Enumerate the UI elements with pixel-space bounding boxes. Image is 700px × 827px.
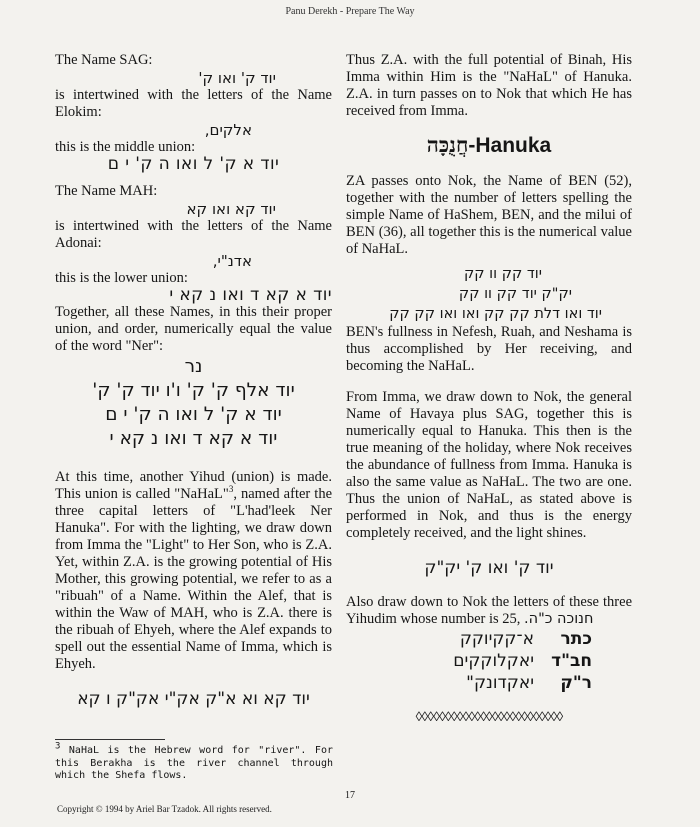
yihud-row <box>346 650 632 672</box>
ner-hebrew: נר <box>184 356 203 377</box>
imma-paragraph: From Imma, we draw down to Nok, the general Name of Havaya plus SAG, together this is numerically equal to Hanuka. This then is the true meaning of the holiday, where Nok receives the abundance of fullness from Imma. Hanuka is also the same value as NaHaL. The two are one. Thus the union of NaHaL, as stated above is performed in Nok, and thus is the energy completely received, and the light shines. <box>346 389 632 541</box>
yihud-sefira: חב"ד <box>551 651 592 671</box>
yihud-text-cont: , named after the three capital letters of "L'had'leek Ner Hanuka". For with the lighting, we draw down from Imma the "Light" to Her Son, who is Z.A. Yet, within Z.A. is the growing potential of His Mother, this growing potential, we refer to as a "ribuah" of a Name. Within the Alef, that is within the Waw of MAH, who is Z.A. there is the ribuah of Ehyeh, where the Alef expands to spell out the essential Name of Imma, which is Ehyeh. <box>55 486 333 672</box>
sag-hebrew: יוד ק' ואו ק' <box>198 69 276 87</box>
right-column <box>346 52 632 725</box>
title-hebrew: חֲנֻכָּה <box>426 132 469 157</box>
footnote-text: NaHaL is the Hebrew word for "river". For this Berakha is the river channel through which the Shefa flows. <box>55 745 333 781</box>
za-paragraph: ZA passes onto Nok, the Name of BEN (52), together with the number of letters spelling the simple Name of HaShem, BEN, and the milui of BEN (36), all together this is the numerical value of NaHaL. <box>346 173 632 257</box>
yihudim-list <box>346 628 632 694</box>
copyright-notice: Copyright © 1994 by Ariel Bar Tzadok. All rights reserved. <box>57 804 272 814</box>
yihud-sefira: כתר <box>560 629 592 649</box>
mah-text: is intertwined with the letters of the Name Adonai: <box>55 218 332 251</box>
fullness-paragraph: BEN's fullness in Nefesh, Ruah, and Neshama is thus accomplished by Her receiving, and becoming the NaHaL. <box>346 324 632 374</box>
mah-intro: The Name MAH: <box>55 183 158 199</box>
footnote-rule <box>55 739 165 740</box>
left-column <box>55 52 332 711</box>
three-yihudim-paragraph <box>346 594 632 628</box>
yihud-name: יאקלוקקים <box>453 651 534 671</box>
ben-line-1: יוד קק וו קק <box>464 266 542 282</box>
ner-union-line-1: יוד אלף ק' ק' ו'ו יוד ק' ק' <box>92 380 295 401</box>
footnote-ref[interactable]: 3 <box>228 484 234 495</box>
sag-text: is intertwined with the letters of the Name Elokim: <box>55 87 332 120</box>
yihud-name: יאקדונק" <box>466 673 534 693</box>
lower-union-label: this is the lower union: <box>55 270 188 286</box>
yihud-sefira: ר"ק <box>560 673 592 693</box>
havaya-hebrew: יוד ק' ואו ק' יק"ק <box>424 558 554 578</box>
intro-paragraph: Thus Z.A. with the full potential of Binah, His Imma within Him is the "NaHaL" of Hanuka. Z.A. in turn passes on to Nok that which He has received from Imma. <box>346 52 632 119</box>
sag-intro: The Name SAG: <box>55 52 153 68</box>
page-number: 17 <box>345 790 355 801</box>
yihud-text: At this time, another Yihud (union) is made. This union is called "NaHaL" <box>55 469 332 502</box>
footnote <box>55 741 333 783</box>
yihud-name: א־קקיוקק <box>459 629 534 649</box>
ben-line-3: יוד ואו דלת קק קק ואו ואו קק קק <box>389 306 602 322</box>
footnote-number: 3 <box>55 741 61 752</box>
together-text: Together, all these Names, in this their proper union, and order, numerically equal the value of the word "Ner": <box>55 304 332 354</box>
ner-union-line-2: יוד א ק' ל ואו ה ק' י ם <box>105 404 282 425</box>
middle-union-hebrew: יוד א ק' ל ואו ה ק' י ם <box>107 154 280 174</box>
yihud-row <box>346 672 632 694</box>
three-yihudim-hebrew: חנוכה כ"ה. <box>524 611 594 627</box>
mah-hebrew: יוד קא ואו קא <box>186 200 276 218</box>
yihud-paragraph <box>55 469 332 673</box>
section-title <box>346 130 632 161</box>
title-english: -Hanuka <box>468 134 552 157</box>
yihud-row <box>346 628 632 650</box>
ben-line-2: יק"ק יוד קק וו קק <box>458 286 572 302</box>
three-yihudim-text: Also draw down to Nok the letters of these three Yihudim whose number is 25, <box>346 594 632 627</box>
middle-union-label: this is the middle union: <box>55 139 196 155</box>
lower-union-hebrew: יוד א קא ד ואו נ קא י <box>169 285 332 305</box>
ehyeh-hebrew: יוד קא וא א"ק אק"י אק"ק ו קא <box>77 689 310 709</box>
adonai-hebrew: אדנ"י, <box>212 252 252 270</box>
ben-block <box>346 264 632 324</box>
elokim-hebrew: אלקים, <box>204 121 252 139</box>
running-header: Panu Derekh - Prepare The Way <box>285 6 415 17</box>
ner-union-line-3: יוד א קא ד ואו נ קא י <box>109 428 278 449</box>
section-divider: ◊◊◊◊◊◊◊◊◊◊◊◊◊◊◊◊◊◊◊◊◊◊◊◊◊ <box>415 709 563 724</box>
